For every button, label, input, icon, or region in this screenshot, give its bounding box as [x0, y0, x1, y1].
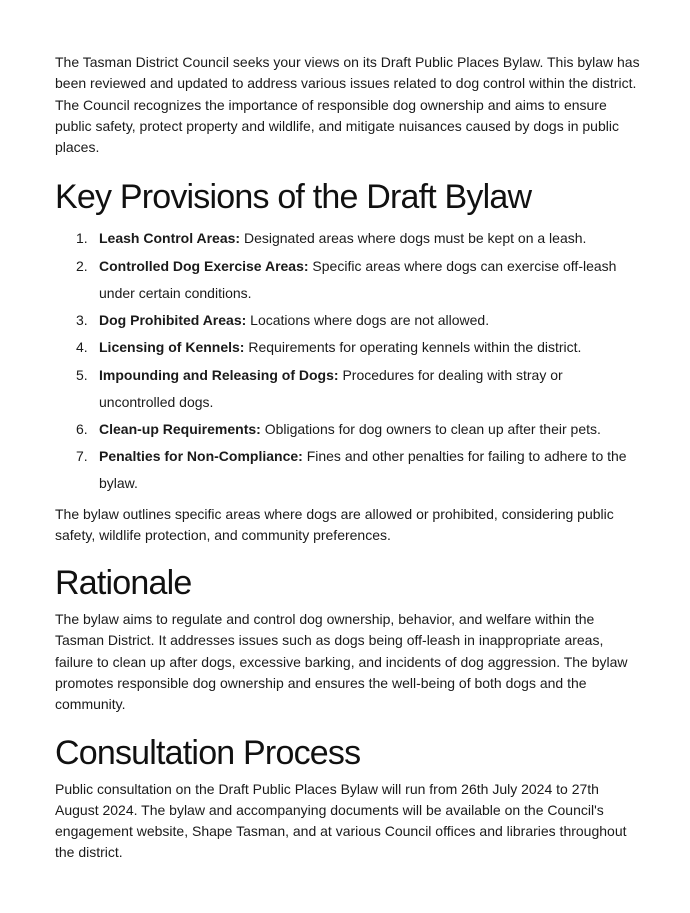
list-item-term: Licensing of Kennels:	[99, 339, 245, 356]
consultation-heading: Consultation Process	[55, 733, 361, 772]
rationale-heading: Rationale	[55, 564, 192, 603]
list-item-term: Dog Prohibited Areas:	[99, 312, 247, 329]
list-item-number: 5.	[76, 366, 88, 383]
list-item-term: Controlled Dog Exercise Areas:	[99, 257, 309, 274]
list-item-term: Penalties for Non-Compliance:	[99, 448, 303, 465]
intro-paragraph: The Tasman District Council seeks your views on its Draft Public Places Bylaw. This bylaw has been reviewed and updated to address various issues related to dog control within the district. The Council recognizes the importance of responsible dog ownership and aims to ensure public safety, protect property and wildlife, and mitigate nuisances caused by dogs in public places.	[55, 54, 640, 156]
list-item-text: Specific areas where dogs can exercise off-leash under certain conditions.	[99, 257, 617, 301]
list-item-number: 2.	[76, 257, 88, 274]
key-provisions-heading: Key Provisions of the Draft Bylaw	[55, 178, 532, 217]
list-item-number: 7.	[76, 448, 88, 465]
list-item-text: Locations where dogs are not allowed.	[246, 312, 490, 329]
list-item	[55, 416, 640, 443]
list-item	[55, 307, 640, 334]
consultation-paragraph: Public consultation on the Draft Public Places Bylaw will run from 26th July 2024 to 27th August 2024. The bylaw and accompanying documents will be available on the Council's engagement website, Shape Tasman, and at various Council offices and libraries throughout the district.	[55, 780, 627, 861]
list-item-term: Leash Control Areas:	[99, 230, 241, 247]
list-item	[55, 334, 640, 361]
list-item	[55, 225, 640, 252]
list-item-number: 1.	[76, 230, 88, 247]
list-item-text: Obligations for dog owners to clean up after their pets.	[260, 420, 601, 437]
provisions-summary: The bylaw outlines specific areas where dogs are allowed or prohibited, considering public safety, wildlife protection, and community preferences.	[55, 505, 614, 543]
list-item	[55, 362, 640, 416]
list-item	[55, 443, 640, 497]
list-item-text: Fines and other penalties for failing to adhere to the bylaw.	[99, 448, 627, 492]
list-item-text: Requirements for operating kennels within the district.	[244, 339, 582, 356]
provisions-list	[55, 225, 640, 497]
list-item-term: Impounding and Releasing of Dogs:	[99, 366, 339, 383]
list-item	[55, 253, 640, 307]
list-item-number: 4.	[76, 339, 88, 356]
list-item-text: Procedures for dealing with stray or uncontrolled dogs.	[99, 366, 563, 410]
list-item-number: 6.	[76, 420, 88, 437]
list-item-text: Designated areas where dogs must be kept on a leash.	[240, 230, 587, 247]
rationale-paragraph: The bylaw aims to regulate and control dog ownership, behavior, and welfare within the Tasman District. It addresses issues such as dogs being off-leash in inappropriate areas, failure to clean up after dogs, excessive barking, and incidents of dog aggression. The bylaw promotes responsible dog ownership and ensures the well-being of both dogs and the community.	[55, 611, 628, 713]
list-item-term: Clean-up Requirements:	[99, 420, 261, 437]
document-page	[55, 52, 640, 864]
list-item-number: 3.	[76, 312, 88, 329]
